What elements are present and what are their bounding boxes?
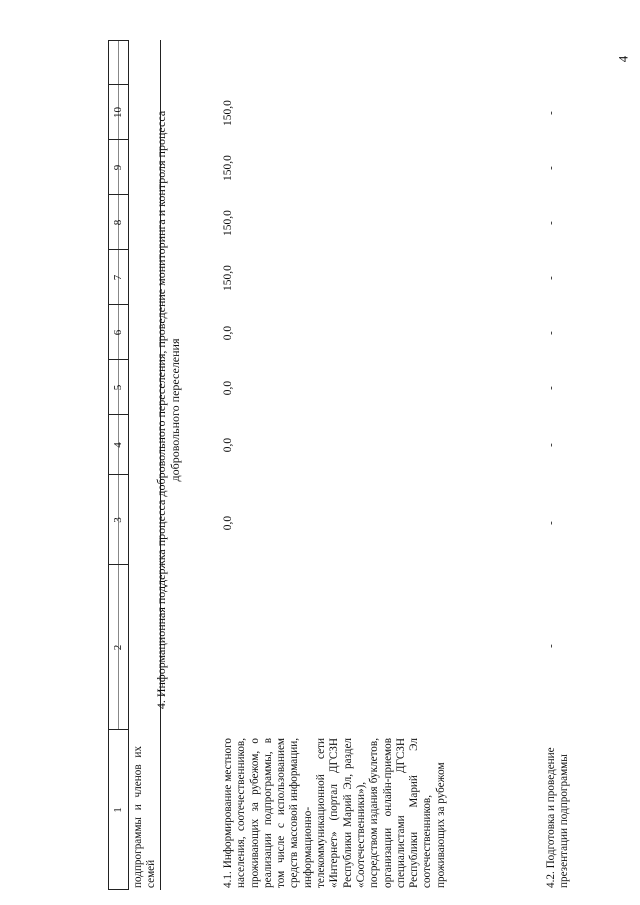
row-4-1-col2: - — [545, 644, 557, 648]
row-4-2-value-10: - — [545, 111, 557, 115]
column-number-2: 2 — [112, 644, 124, 651]
column-number-10: 10 — [112, 107, 124, 118]
row-4-1-value-8: 150,0 — [222, 210, 234, 236]
column-number-5: 5 — [112, 384, 124, 391]
row-4-2-value-6: - — [545, 331, 557, 335]
column-number-8: 8 — [112, 219, 124, 226]
row-4-1-value-10: 150,0 — [222, 100, 234, 126]
row-4-1-value-9: 150,0 — [222, 155, 234, 181]
row-4-2-value-8: - — [545, 221, 557, 225]
row-4-2-value-3: - — [545, 521, 557, 525]
row-4-2-value-4: - — [545, 443, 557, 447]
rotated-table-page — [108, 40, 632, 890]
row-4-2-value-9: - — [545, 166, 557, 170]
section-heading: 4. Информационная поддержка процесса добровольного переселения, проведение мониторинга и контроля процесса добровольного переселения — [154, 110, 182, 710]
page-number: 4 — [615, 55, 630, 63]
column-number-4: 4 — [112, 442, 124, 448]
column-number-9: 9 — [112, 164, 124, 171]
row-4-1-value-7: 150,0 — [222, 265, 234, 291]
row-4-2-value-7: - — [545, 276, 557, 280]
column-number-6: 6 — [112, 329, 124, 336]
col-sep-12 — [108, 40, 128, 41]
row-4-2-name: 4.2. Подготовка и проведение презентации подпрограммы — [545, 747, 571, 888]
column-number-3: 3 — [112, 517, 124, 523]
row-4-2-value-5: - — [545, 386, 557, 390]
table-top-border — [108, 40, 109, 890]
row-4-1-value-4: 0,0 — [222, 437, 234, 453]
column-number-7: 7 — [112, 274, 124, 281]
column-number-1: 1 — [112, 807, 124, 813]
row-4-1-value-3: 0,0 — [222, 515, 234, 531]
row-4-1-value-5: 0,0 — [222, 380, 234, 396]
carryover-cell-text: подпрограммы и членов их семей — [132, 746, 158, 888]
row-4-1-name: 4.1. Информирование местного населения, соотечественников, проживающих за рубежом, о реализации подпрограммы, в том числе с использованием средств массовой информации, информационно-телекоммуникационной сети «Интернет» (портал ДГСЗН Республики Марий Эл, раздел «Соотечественники»), посредством издания буклетов, организации онлайн-приемов специалистами ДГСЗН Республики Марий Эл соотечественников, проживающих за рубежом — [222, 738, 447, 888]
table-header-bottom-border — [128, 40, 129, 890]
row-4-1-value-6: 0,0 — [222, 325, 234, 341]
